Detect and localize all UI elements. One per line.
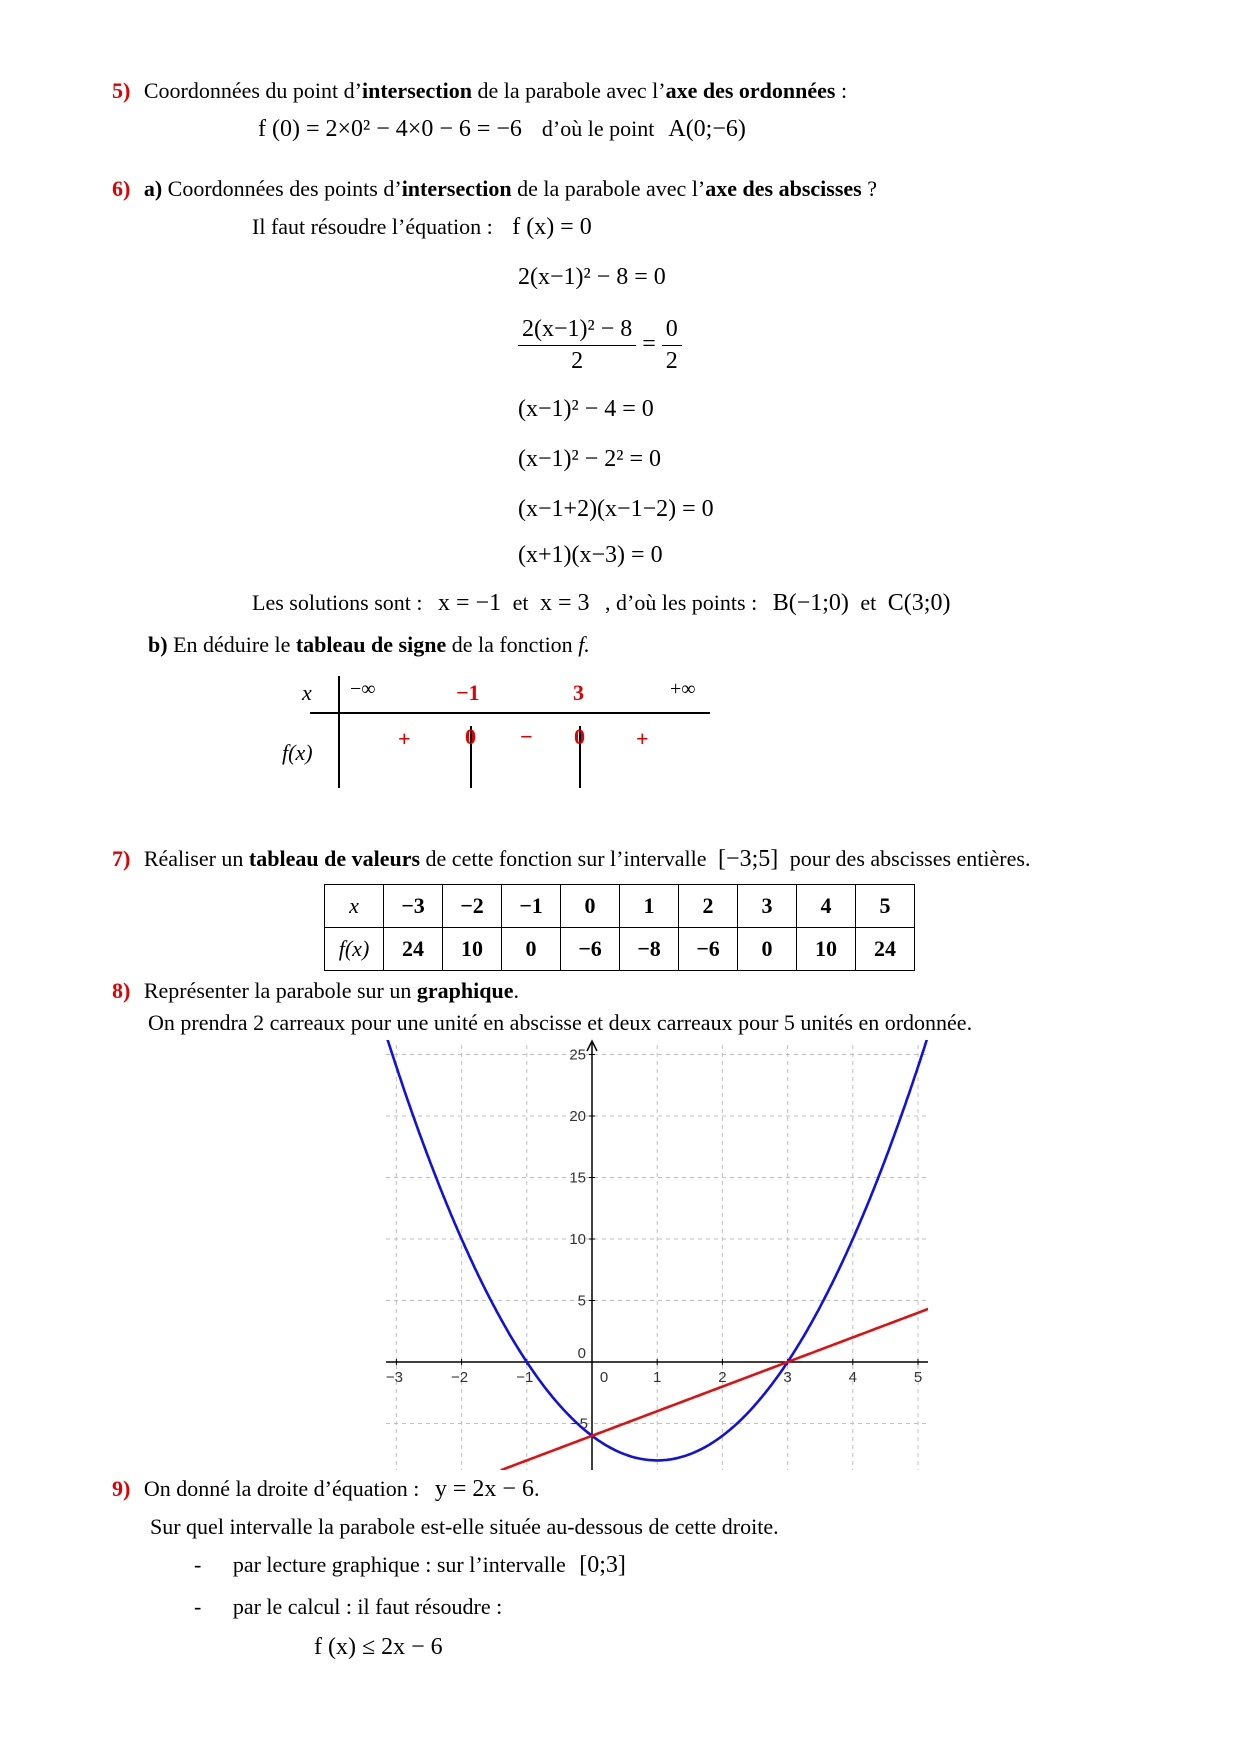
x-tick-label: 0 [599, 1369, 609, 1386]
y-tick-label: 10 [569, 1231, 586, 1248]
x-tick-label: 4 [848, 1369, 857, 1386]
x-tick-label: −2 [451, 1369, 469, 1386]
q6-step-fraction: $\frac{\text{2(x−1)² − 8}}{2}$ = $\frac{0}{2}$ [518, 316, 682, 375]
graph-curves [377, 1006, 931, 1471]
y-tick-label: 15 [569, 1169, 586, 1187]
q6b-statement: b) En déduire le tableau de signe de la fonction f. [148, 632, 590, 657]
y-tick-label: 20 [569, 1108, 586, 1125]
x-tick-label: 1 [653, 1369, 662, 1386]
sign-table: x f(x) −∞ −1 3 +∞ + 0 − 0 + [280, 676, 710, 788]
q8-statement: 8) Représenter la parabole sur un graphique. [112, 978, 519, 1003]
q9-inequality: f (x) ≤ 2x − 6 [314, 1634, 443, 1660]
q6-step-2: (x−1)² − 4 = 0 [518, 396, 654, 422]
y-tick-label: 5 [577, 1292, 586, 1310]
q6-step-3: (x−1)² − 2² = 0 [518, 446, 661, 472]
q5-calculation: f (0) = 2×0² − 4×0 − 6 = −6 d’où le point A(0;−6) [258, 116, 746, 142]
values-table-row-x: x −3 −2 −1 0 1 2 3 4 5 [325, 885, 915, 928]
q6-step-4: (x−1+2)(x−1−2) = 0 [518, 496, 714, 522]
line-curve [501, 1308, 931, 1470]
q6-resolve-line: Il faut résoudre l’équation : f (x) = 0 [252, 214, 592, 240]
q9-bullet-2: - par le calcul : il faut résoudre : [194, 1594, 503, 1619]
values-table-row-fx: f(x) 24 10 0 −6 −8 −6 0 10 24 [325, 928, 915, 971]
y-tick-label: 25 [569, 1046, 586, 1064]
q6-solutions: Les solutions sont : x = −1 et x = 3 , d’où les points : B(−1;0) et C(3;0) [252, 590, 951, 616]
q8-instructions: On prendra 2 carreaux pour une unité en abscisse et deux carreaux pour 5 unités en ordonnée. [148, 1010, 973, 1035]
y-tick-label: 0 [577, 1345, 586, 1362]
q7-statement: 7) Réaliser un tableau de valeurs de cette fonction sur l’intervalle [−3;5] pour des abscisses entières. [112, 846, 1031, 872]
parabola-curve [377, 1006, 931, 1461]
x-tick-label: 3 [783, 1369, 792, 1386]
q9-statement: 9) On donné la droite d’équation : y = 2x − 6. [112, 1476, 540, 1502]
q6-step-5: (x+1)(x−3) = 0 [518, 542, 663, 568]
graph-grid [386, 1045, 928, 1470]
q5-number: 5) [112, 78, 131, 103]
q9-bullet-1: - par lecture graphique : sur l’intervalle [0;3] [194, 1552, 626, 1578]
q5-statement: 5) Coordonnées du point d’intersection de la parabole avec l’axe des ordonnées : [112, 78, 848, 103]
q9-question: Sur quel intervalle la parabole est-elle située au-dessous de cette droite. [150, 1514, 779, 1539]
x-tick-label: −3 [385, 1369, 403, 1386]
x-tick-label: 2 [718, 1369, 727, 1386]
q6-step-1: 2(x−1)² − 8 = 0 [518, 264, 666, 290]
x-tick-label: 5 [913, 1369, 923, 1386]
y-tick-label: −5 [570, 1415, 588, 1433]
q6a-statement: 6) a) Coordonnées des points d’intersection de la parabole avec l’axe des abscisses ? [112, 176, 877, 201]
x-tick-label: −1 [516, 1369, 534, 1386]
